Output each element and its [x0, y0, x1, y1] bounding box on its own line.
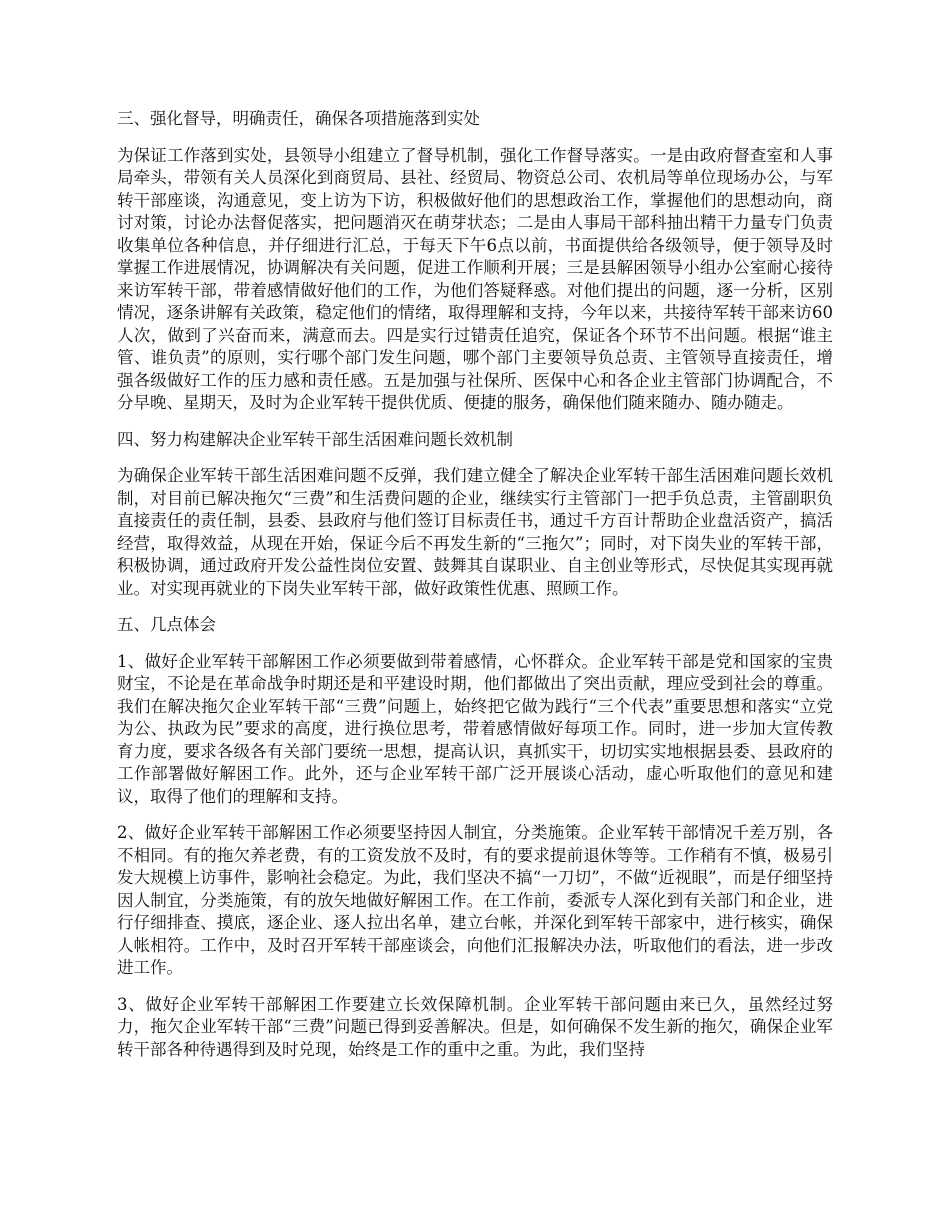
section-heading-4: 四、努力构建解决企业军转干部生活困难问题长效机制 [117, 429, 513, 449]
paragraph-long-term-mechanism: 为确保企业军转干部生活困难问题不反弹，我们建立健全了解决企业军转干部生活困难问题长效机制，对目前已解决拖欠“三费”和生活费问题的企业，继续实行主管部门一把手负总责，主管副职负直接责任的责任制，县委、县政府与他们签订目标责任书，通过千方百计帮助企业盘活资产，搞活经营，取得效益，从现在开始，保证今后不再发生新的“三拖欠”；同时，对下岗失业的军转干部，积极协调，通过政府开发公益性岗位安置、鼓舞其自谋职业、自主创业等形式，尽快促其实现再就业。对实现再就业的下岗失业军转干部，做好政策性优惠、照顾工作。 [117, 466, 833, 598]
section-heading-3: 三、强化督导，明确责任，确保各项措施落到实处 [117, 109, 480, 128]
paragraph-insight-3: 3、做好企业军转干部解困工作要建立长效保障机制。企业军转干部问题由来已久，虽然经过努力，拖欠企业军转干部“三费”问题已得到妥善解决。但是，如何确保不发生新的拖欠，确保企业军转干部各种待遇得到及时兑现，始终是工作的重中之重。为此，我们坚持 [117, 994, 833, 1059]
document-body [117, 108, 833, 1075]
paragraph-insight-2: 2、做好企业军转干部解困工作必须要坚持因人制宜，分类施策。企业军转干部情况千差万别，各不相同。有的拖欠养老费，有的工资发放不及时，有的要求提前退休等等。工作稍有不慎，极易引发大规模上访事件，影响社会稳定。为此，我们坚决不搞“一刀切”，不做“近视眼”，而是仔细坚持因人制宜，分类施策，有的放矢地做好解困工作。在工作前，委派专人深化到有关部门和企业，进行仔细排查、摸底，逐企业、逐人拉出名单，建立台帐，并深化到军转干部家中，进行核实，确保人帐相符。工作中，及时召开军转干部座谈会，向他们汇报解决办法，听取他们的看法，进一步改进工作。 [117, 823, 833, 977]
paragraph-supervision: 为保证工作落到实处，县领导小组建立了督导机制，强化工作督导落实。一是由政府督查室和人事局牵头，带领有关人员深化到商贸局、县社、经贸局、物资总公司、农机局等单位现场办公，与军转干部座谈，沟通意见，变上访为下访，积极做好他们的思想政治工作，掌握他们的思想动向，商讨对策，讨论办法督促落实，把问题消灭在萌芽状态；二是由人事局干部科抽出精干力量专门负责收集单位各种信息，并仔细进行汇总，于每天下午6点以前，书面提供给各级领导，便于领导及时掌握工作进展情况，协调解决有关问题，促进工作顺利开展；三是县解困领导小组办公室耐心接待来访军转干部，带着感情做好他们的工作，为他们答疑释惑。对他们提出的问题，逐一分析，区别情况，逐条讲解有关政策，稳定他们的情绪，取得理解和支持，今年以来，共接待军转干部来访60人次，做到了兴奋而来，满意而去。四是实行过错责任追究，保证各个环节不出问题。根据“谁主管、谁负责”的原则，实行哪个部门发生问题，哪个部门主要领导负总责、主管领导直接责任，增强各级做好工作的压力感和责任感。五是加强与社保所、医保中心和各企业主管部门协调配合，不分早晚、星期天，及时为企业军转干提供优质、便捷的服务，确保他们随来随办、随办随走。 [117, 145, 833, 412]
section-heading-5: 五、几点体会 [117, 615, 216, 634]
paragraph-insight-1: 1、做好企业军转干部解困工作必须要做到带着感情，心怀群众。企业军转干部是党和国家的宝贵财宝，不论是在革命战争时期还是和平建设时期，他们都做出了突出贡献，理应受到社会的尊重。我们在解决拖欠企业军转干部“三费”问题上，始终把它做为践行“三个代表”重要思想和落实“立党为公、执政为民”要求的高度，进行换位思考，带着感情做好每项工作。同时，进一步加大宣传教育力度，要求各级各有关部门要统一思想，提高认识，真抓实干，切切实实地根据县委、县政府的工作部署做好解困工作。此外，还与企业军转干部广泛开展谈心活动，虚心听取他们的意见和建议，取得了他们的理解和支持。 [117, 651, 833, 806]
